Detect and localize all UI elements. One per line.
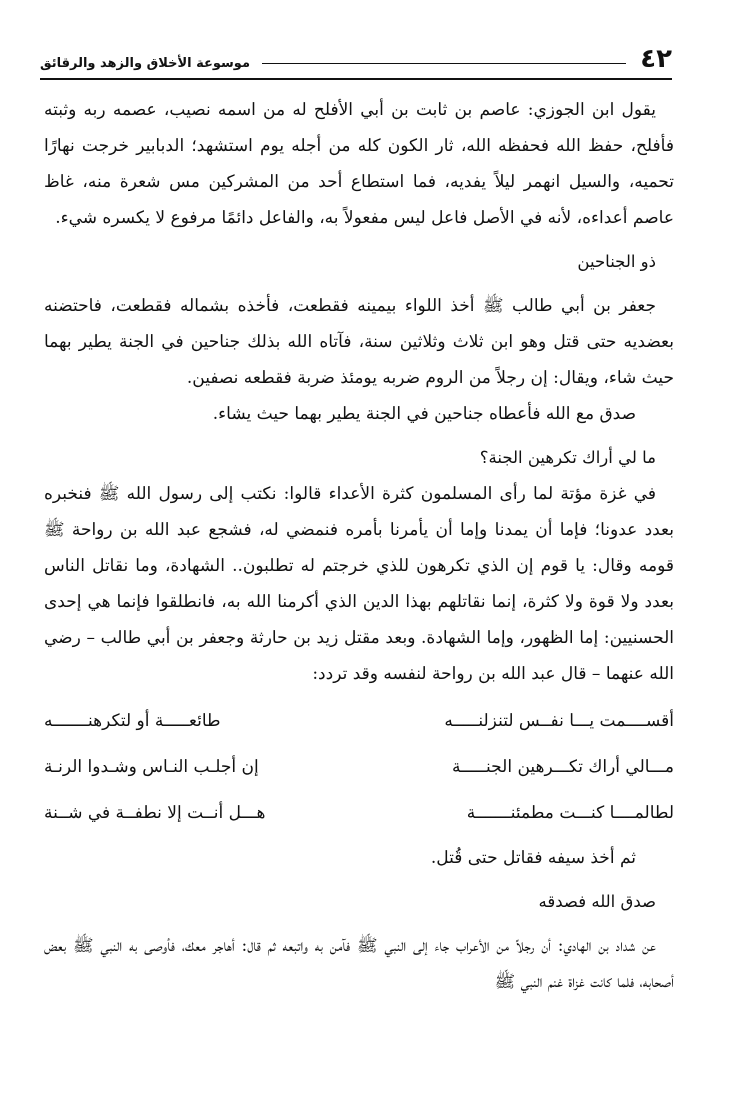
heading-dhul-janahayn: ذو الجناحين: [577, 252, 656, 271]
verse-second-hemistich: هـــل أنــت إلا نطفــة في شــنة: [44, 803, 266, 823]
spacer: [44, 236, 674, 244]
verse-second-hemistich: طائعـــــة أو لتكرهنـــــــه: [44, 711, 221, 731]
verse-line: [44, 698, 674, 744]
heading-ma-li-arak: ما لي أراك تكرهين الجنة؟: [479, 448, 656, 467]
verse-second-hemistich: إن أجلـب النـاس وشـدوا الرنـة: [44, 757, 259, 777]
header-rule: [262, 63, 626, 64]
quote-sadaqa-jafar: صدق مع الله فأعطاه جناحين في الجنة يطير بهما حيث يشاء.: [212, 404, 636, 424]
heading-sadaqa-allah: صدق الله فصدقه: [538, 892, 656, 911]
paragraph-mutah: في غزة مؤتة لما رأى المسلمون كثرة الأعداء قالوا: نكتب إلى رسول الله ﷺ فنخبره بعدد عدونا؛ فإما أن يمدنا وإما أن يأمرنا بأمره فنمضي له، فشجع عبد الله بن رواحة ﷺ قومه وقال: يا قوم إن الذي تكرهون للذي خرجتم له تطلبون.. الشهادة، وما نقاتل الناس بعدد ولا قوة ولا كثرة، إنما نقاتلهم بهذا الدين الذي أكرمنا الله به، فانطلقوا فإنما هي إحدى الحسنيين: إما الظهور، وإما الشهادة. وبعد مقتل زيد بن حارثة وجعفر بن أبي طالب – رضي الله عنهما – قال عبد الله بن رواحة لنفسه وقد تردد:: [44, 484, 674, 684]
page-number: ٤٢: [640, 44, 672, 74]
paragraph-ibn-al-jawzi: يقول ابن الجوزي: عاصم بن ثابت بن أبي الأفلح له من اسمه نصيب، عصمه ربه وثبته فأفلح، حفظ الله فحفظه الله، ثار الكون كله من أجله يوم استشهد؛ الدبابير خرجت نهارًا تحميه، والسيل انهمر ليلاً يفديه، فما استطاع أحد من المشركين مس شعرة منه، غاظ عاصم أعداءه، لأنه في الأصل فاعل ليس مفعولاً به، والفاعل دائمًا مرفوع لا يكسره شيء.: [44, 100, 674, 228]
paragraph-jafar: جعفر بن أبي طالب ﷺ أخذ اللواء بيمينه فقطعت، فأخذه بشماله فقطعت، فاحتضنه بعضديه حتى قتل وهو ابن ثلاث وثلاثين سنة، فآتاه الله بذلك جناحين في الجنة يطير بهما حيث شاء، ويقال: إن رجلاً من الروم ضربه يومئذ ضربة فقطعه نصفين.: [44, 296, 674, 388]
spacer: [44, 432, 674, 440]
paragraph-shaddad: عن شداد بن الهادي: أن رجلاً من الأعراب جاء إلى النبي ﷺ فآمن به واتبعه ثم قال: أهاجر معك، فأوصى به النبي ﷺ بعض أصحابه، فلما كانت غزاة غنم النبي ﷺ: [44, 936, 674, 992]
verse-first-hemistich: مـــالي أراك تكـــرهين الجنـــــة: [452, 757, 674, 777]
spacer: [44, 920, 674, 928]
line-then-killed: ثم أخذ سيفه فقاتل حتى قُتل.: [430, 848, 636, 868]
page-body: [44, 92, 674, 1000]
page-header: [40, 38, 672, 80]
verse-first-hemistich: لطالمــــا كنـــت مطمئنـــــــة: [466, 803, 674, 823]
spacer: [44, 876, 674, 884]
poem: [44, 698, 674, 836]
verse-first-hemistich: أقســــمت يـــا نفــس لتنزلنـــــه: [444, 711, 674, 731]
verse-line: [44, 744, 674, 790]
verse-line: [44, 790, 674, 836]
book-title: موسوعة الأخلاق والزهد والرقائق: [40, 56, 250, 71]
spacer: [44, 280, 674, 288]
